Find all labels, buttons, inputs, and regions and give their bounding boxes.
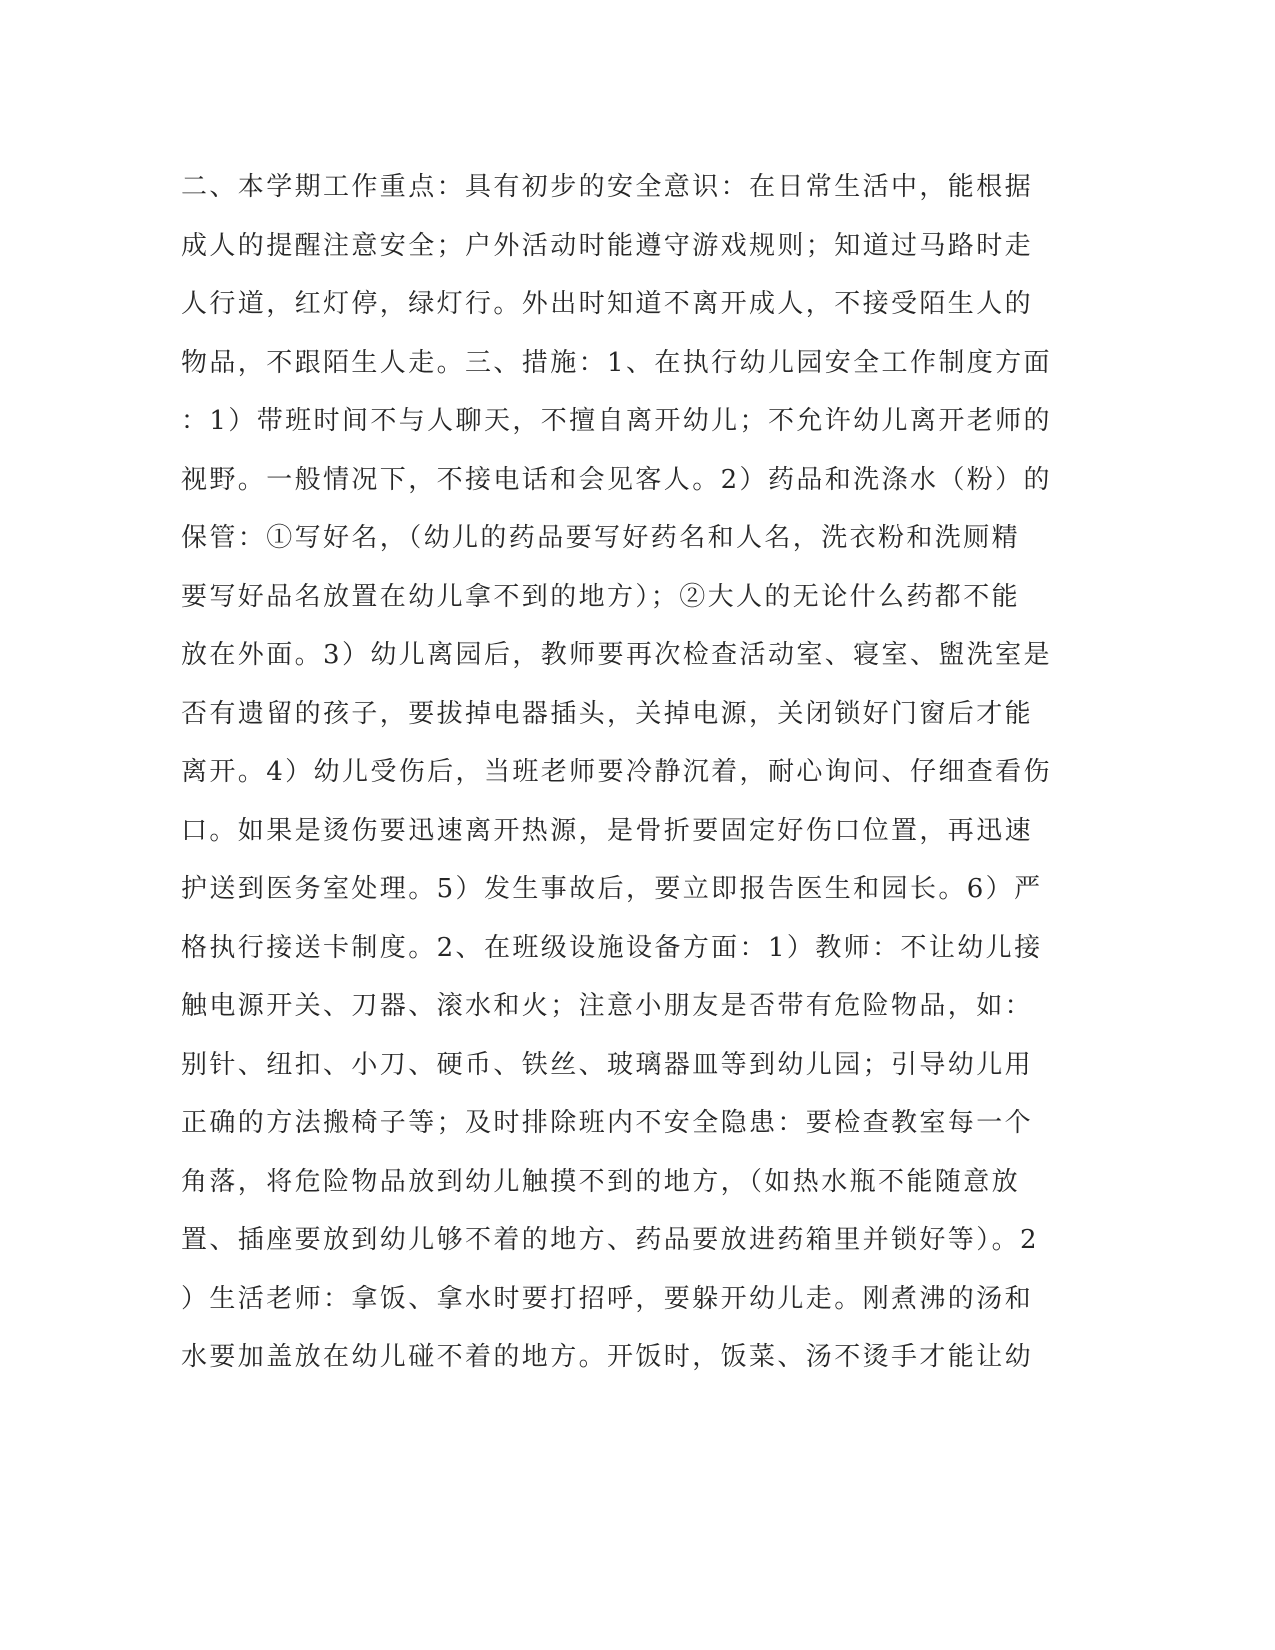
text-line-9: 放在外面。3）幼儿离园后，教师要再次检查活动室、寝室、盥洗室是: [181, 640, 1052, 670]
text-line-15: 触电源开关、刀器、滚水和火；注意小朋友是否带有危险物品，如：: [181, 991, 1034, 1021]
text-line-1: 二、本学期工作重点：具有初步的安全意识：在日常生活中，能根据: [181, 172, 1034, 202]
text-line-8: 要写好品名放置在幼儿拿不到的地方）；②大人的无论什么药都不能: [181, 581, 1021, 612]
text-line-11: 离开。4）幼儿受伤后，当班老师要冷静沉着，耐心询问、仔细查看伤: [181, 757, 1052, 787]
text-line-18: 角落，将危险物品放到幼儿触摸不到的地方，（如热水瓶不能随意放: [181, 1166, 1021, 1197]
body-text: [181, 158, 1052, 1387]
text-line-3: 人行道，红灯停，绿灯行。外出时知道不离开成人，不接受陌生人的: [181, 289, 1034, 319]
text-line-20: ）生活老师：拿饭、拿水时要打招呼，要躲开幼儿走。刚煮沸的汤和: [181, 1283, 1034, 1314]
text-line-12: 口。如果是烫伤要迅速离开热源，是骨折要固定好伤口位置，再迅速: [181, 815, 1034, 846]
text-line-7: 保管：①写好名，（幼儿的药品要写好药名和人名，洗衣粉和洗厕精: [181, 523, 1021, 553]
text-line-14: 格执行接送卡制度。2、在班级设施设备方面：1）教师：不让幼儿接: [181, 932, 1043, 963]
text-line-2: 成人的提醒注意安全；户外活动时能遵守游戏规则；知道过马路时走: [181, 230, 1034, 261]
text-line-16: 别针、纽扣、小刀、硬币、铁丝、玻璃器皿等到幼儿园；引导幼儿用: [181, 1049, 1034, 1080]
text-line-17: 正确的方法搬椅子等；及时排除班内不安全隐患：要检查教室每一个: [181, 1108, 1034, 1138]
text-line-4: 物品，不跟陌生人走。三、措施：1、在执行幼儿园安全工作制度方面: [181, 347, 1052, 378]
text-line-19: 置、插座要放到幼儿够不着的地方、药品要放进药箱里并锁好等）。2: [181, 1225, 1039, 1255]
text-line-13: 护送到医务室处理。5）发生事故后，要立即报告医生和园长。6）严: [181, 874, 1043, 904]
text-line-5: ：1）带班时间不与人聊天，不擅自离开幼儿；不允许幼儿离开老师的: [181, 406, 1052, 436]
text-line-21: 水要加盖放在幼儿碰不着的地方。开饭时，饭菜、汤不烫手才能让幼: [181, 1342, 1034, 1372]
text-line-6: 视野。一般情况下，不接电话和会见客人。2）药品和洗涤水（粉）的: [181, 464, 1052, 495]
text-line-10: 否有遗留的孩子，要拔掉电器插头，关掉电源，关闭锁好门窗后才能: [181, 698, 1034, 729]
